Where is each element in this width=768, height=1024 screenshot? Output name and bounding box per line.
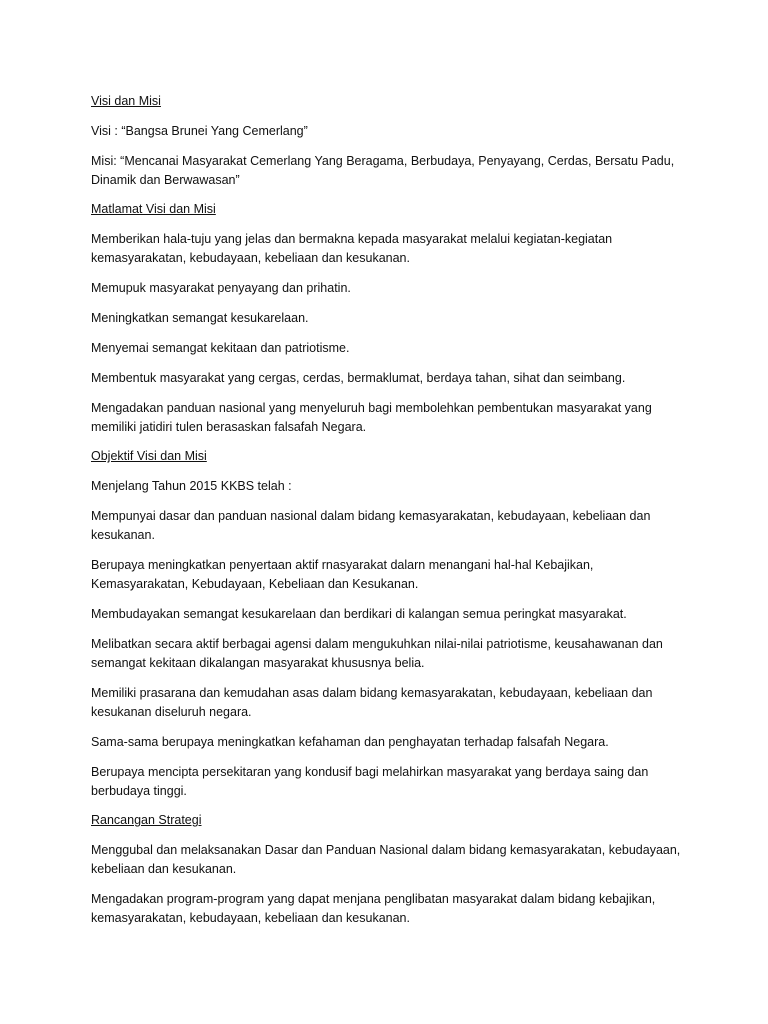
paragraph-matlamat-4: Menyemai semangat kekitaan dan patriotisme. xyxy=(91,341,350,355)
paragraph-objektif-6: Sama-sama berupaya meningkatkan kefahaman dan penghayatan terhadap falsafah Negara. xyxy=(91,735,609,749)
paragraph-strategi-2: Mengadakan program-program yang dapat menjana penglibatan masyarakat dalam bidang kebajikan, kemasyarakatan, kebudayaan, kebeliaan dan kesukanan. xyxy=(91,892,656,925)
paragraph-strategi-1: Menggubal dan melaksanakan Dasar dan Panduan Nasional dalam bidang kemasyarakatan, kebudayaan, kebeliaan dan kesukanan. xyxy=(91,843,681,876)
paragraph-objektif-3: Membudayakan semangat kesukarelaan dan berdikari di kalangan semua peringkat masyarakat. xyxy=(91,607,627,621)
paragraph-matlamat-5: Membentuk masyarakat yang cergas, cerdas, bermaklumat, berdaya tahan, sihat dan seimbang. xyxy=(91,371,626,385)
paragraph-misi: Misi: “Mencanai Masyarakat Cemerlang Yang Beragama, Berbudaya, Penyayang, Cerdas, Bersatu Padu, Dinamik dan Berwawasan” xyxy=(91,154,675,187)
paragraph-objektif-1: Mempunyai dasar dan panduan nasional dalam bidang kemasyarakatan, kebudayaan, kebeliaan dan kesukanan. xyxy=(91,509,651,542)
paragraph-visi: Visi : “Bangsa Brunei Yang Cemerlang” xyxy=(91,124,308,138)
paragraph-objektif-4: Melibatkan secara aktif berbagai agensi dalam mengukuhkan nilai-nilai patriotisme, keusahawanan dan semangat kekitaan dikalangan masyarakat khususnya belia. xyxy=(91,637,663,670)
section-heading-visi-dan-misi: Visi dan Misi xyxy=(91,94,161,108)
paragraph-matlamat-3: Meningkatkan semangat kesukarelaan. xyxy=(91,311,309,325)
section-heading-objektif: Objektif Visi dan Misi xyxy=(91,449,207,463)
paragraph-matlamat-6: Mengadakan panduan nasional yang menyeluruh bagi membolehkan pembentukan masyarakat yang memiliki jatidiri tulen berasaskan falsafah Negara. xyxy=(91,401,652,434)
section-heading-matlamat: Matlamat Visi dan Misi xyxy=(91,202,216,216)
document-body xyxy=(91,93,691,939)
paragraph-matlamat-1: Memberikan hala-tuju yang jelas dan bermakna kepada masyarakat melalui kegiatan-kegiatan kemasyarakatan, kebudayaan, kebeliaan dan kesukanan. xyxy=(91,232,613,265)
section-heading-rancangan-strategi: Rancangan Strategi xyxy=(91,813,202,827)
paragraph-objektif-2: Berupaya meningkatkan penyertaan aktif rnasyarakat dalarn menangani hal-hal Kebajikan, Kemasyarakatan, Kebudayaan, Kebeliaan dan Kesukanan. xyxy=(91,558,594,591)
paragraph-matlamat-2: Memupuk masyarakat penyayang dan prihatin. xyxy=(91,281,351,295)
paragraph-objektif-5: Memiliki prasarana dan kemudahan asas dalam bidang kemasyarakatan, kebudayaan, kebeliaan dan kesukanan diseluruh negara. xyxy=(91,686,653,719)
paragraph-objektif-intro: Menjelang Tahun 2015 KKBS telah : xyxy=(91,479,292,493)
paragraph-objektif-7: Berupaya mencipta persekitaran yang kondusif bagi melahirkan masyarakat yang berdaya saing dan berbudaya tinggi. xyxy=(91,765,649,798)
